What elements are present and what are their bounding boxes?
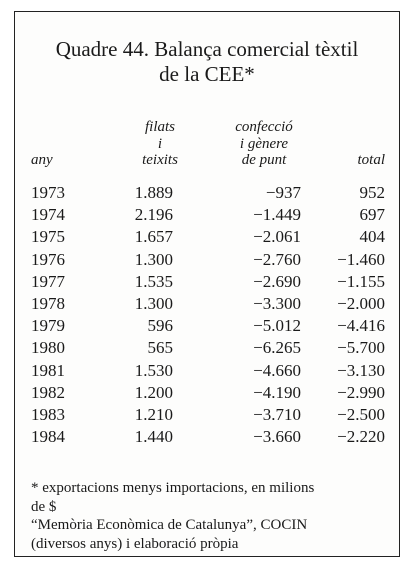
cell-total: 697	[359, 205, 385, 225]
table-row	[15, 404, 399, 426]
cell-total: −1.460	[337, 249, 385, 269]
header-yarns-line-2: i	[157, 135, 163, 152]
table-row	[15, 360, 399, 382]
cell-clothing: −2.760	[253, 249, 301, 269]
cell-year: 1981	[31, 360, 65, 380]
cell-yarns: 1.210	[134, 404, 173, 424]
cell-year: 1979	[31, 316, 65, 336]
cell-clothing: −4.660	[253, 360, 301, 380]
source-line-1: “Memòria Econòmica de Catalunya”, COCIN	[31, 517, 308, 533]
cell-total: −4.416	[337, 316, 385, 336]
cell-total: −2.990	[337, 382, 385, 402]
footnote-line-1: * exportacions menys importacions, en milions	[31, 480, 315, 496]
table-title-line-1: Quadre 44. Balança comercial tèxtil	[55, 37, 359, 61]
cell-year: 1982	[31, 382, 65, 402]
table-row	[15, 182, 399, 204]
cell-total: −2.000	[337, 293, 385, 313]
cell-year: 1974	[31, 205, 65, 225]
table-notes	[31, 479, 386, 553]
header-clothing-line-3: de punt	[241, 152, 287, 168]
cell-yarns: 565	[147, 338, 173, 358]
cell-clothing: −2.061	[253, 227, 301, 247]
cell-year: 1983	[31, 404, 65, 424]
cell-yarns: 596	[147, 316, 173, 336]
cell-total: −2.220	[337, 427, 385, 447]
cell-year: 1976	[31, 249, 65, 269]
cell-clothing: −937	[265, 183, 301, 202]
cell-yarns: 1.535	[134, 271, 173, 291]
cell-yarns: 1.300	[134, 293, 173, 313]
header-yarns-line-3: teixits	[142, 152, 178, 168]
cell-total: −2.500	[337, 404, 385, 424]
cell-clothing: −3.660	[253, 427, 301, 447]
table-title-line-2: de la CEE*	[159, 62, 255, 86]
table-row	[15, 226, 399, 248]
cell-year: 1977	[31, 271, 65, 291]
cell-yarns: 1.300	[134, 249, 173, 269]
cell-yarns: 1.657	[134, 227, 173, 247]
cell-year: 1978	[31, 293, 65, 313]
header-yarns-line-1: filats	[144, 119, 175, 135]
cell-year: 1973	[31, 183, 65, 202]
cell-clothing: −6.265	[253, 338, 301, 358]
cell-yarns: 1.440	[134, 427, 173, 447]
header-total: total	[357, 152, 385, 168]
cell-yarns: 1.200	[134, 382, 173, 402]
table-row	[15, 249, 399, 271]
cell-clothing: −4.190	[253, 382, 301, 402]
cell-clothing: −3.710	[253, 404, 301, 424]
cell-yarns: 2.196	[134, 205, 173, 225]
cell-total: −3.130	[337, 360, 385, 380]
cell-year: 1980	[31, 338, 65, 358]
cell-total: −1.155	[337, 271, 385, 291]
table-row	[15, 315, 399, 337]
header-yarns	[130, 119, 190, 169]
table-row	[15, 204, 399, 226]
cell-year: 1984	[31, 427, 65, 447]
table-row	[15, 337, 399, 359]
cell-total: −5.700	[337, 338, 385, 358]
cell-total: 952	[359, 183, 385, 202]
header-clothing	[219, 119, 309, 169]
header-clothing-line-2: i gènere	[239, 135, 289, 152]
cell-clothing: −5.012	[253, 316, 301, 336]
cell-yarns: 1.889	[134, 183, 173, 202]
table-body	[15, 182, 399, 448]
table-row	[15, 293, 399, 315]
header-clothing-line-1: confecció	[235, 119, 293, 135]
cell-year: 1975	[31, 227, 65, 247]
footnote-line-2: de $	[31, 498, 57, 515]
cell-yarns: 1.530	[134, 360, 173, 380]
cell-clothing: −1.449	[253, 205, 301, 225]
table-row	[15, 426, 399, 448]
cell-clothing: −2.690	[253, 271, 301, 291]
table-row	[15, 271, 399, 293]
table-row	[15, 382, 399, 404]
source-line-2: (diversos anys) i elaboració pròpia	[31, 535, 239, 552]
cell-clothing: −3.300	[253, 293, 301, 313]
table-frame	[14, 11, 400, 557]
header-year: any	[31, 152, 53, 168]
cell-total: 404	[359, 227, 385, 247]
